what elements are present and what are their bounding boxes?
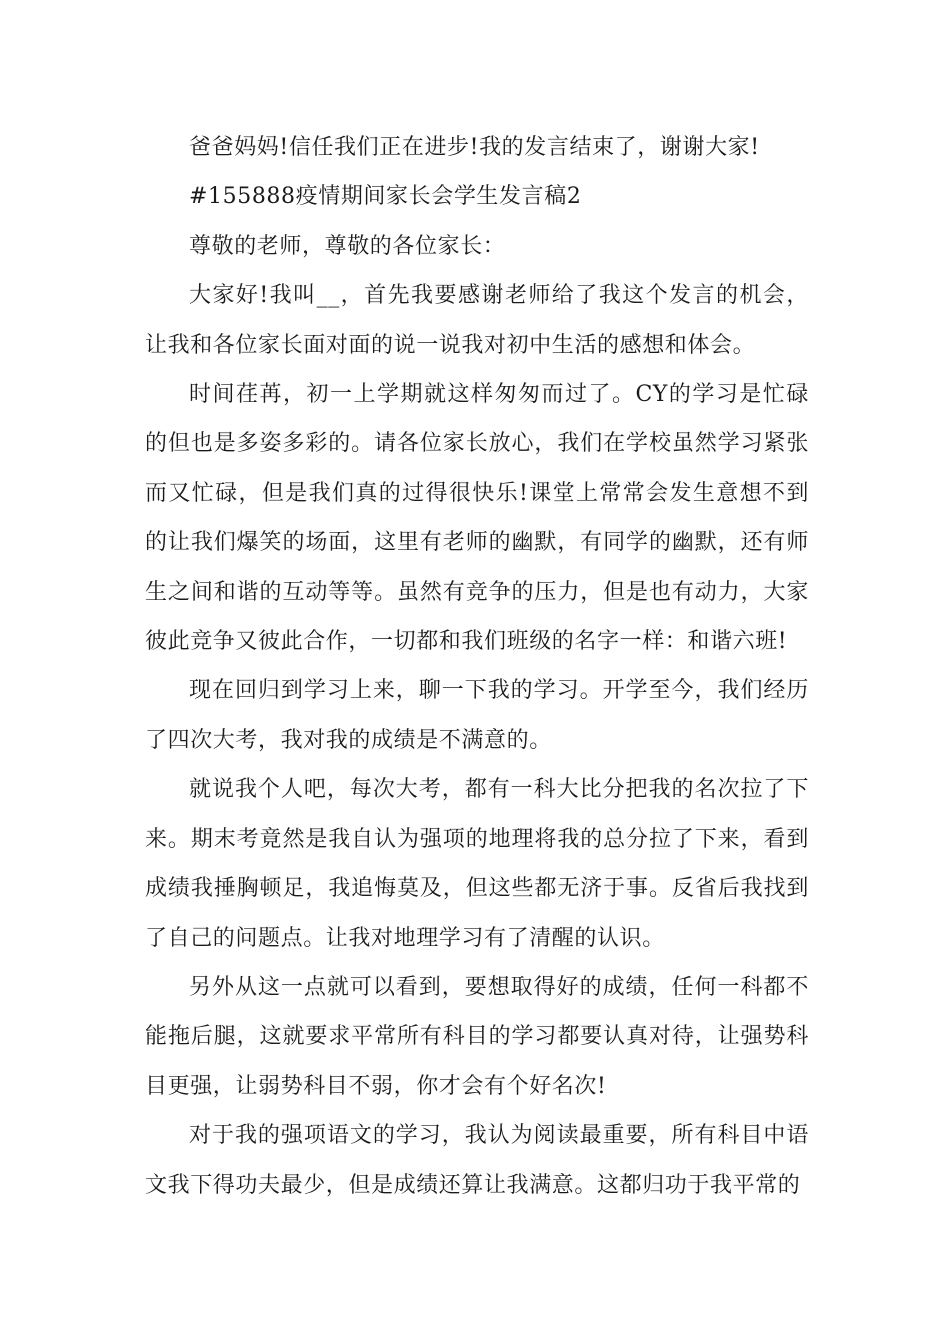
salutation: 尊敬的老师，尊敬的各位家长： bbox=[189, 233, 506, 259]
closing-paragraph: 爸爸妈妈!信任我们正在进步!我的发言结束了，谢谢大家! bbox=[189, 135, 760, 160]
paragraph-study: 现在回归到学习上来，聊一下我的学习。开学至今，我们经历了四次大考，我对我的成绩是不满意的。 bbox=[145, 678, 809, 753]
paragraph-balance: 另外从这一点就可以看到，要想取得好的成绩，任何一科都不能拖后腿，这就要求平常所有科目的学习都要认真对待，让强势科目更强，让弱势科目不弱，你才会有个好名次! bbox=[145, 974, 809, 1099]
paragraph-greeting: 大家好!我叫__，首先我要感谢老师给了我这个发言的机会，让我和各位家长面对面的说一说我对初中生活的感想和体会。 bbox=[145, 283, 809, 358]
paragraph-chinese: 对于我的强项语文的学习，我认为阅读最重要，所有科目中语文我下得功夫最少，但是成绩还算让我满意。这都归功于我平常的 bbox=[145, 1123, 809, 1198]
paragraph-exams: 就说我个人吧，每次大考，都有一科大比分把我的名次拉了下来。期末考竟然是我自认为强项的地理将我的总分拉了下来，看到成绩我捶胸顿足，我追悔莫及，但这些都无济于事。反省后我找到了自己的问题点。让我对地理学习有了清醒的认识。 bbox=[145, 777, 809, 951]
section-title: #155888疫情期间家长会学生发言稿2 bbox=[189, 184, 582, 210]
paragraph-school-life: 时间荏苒，初一上学期就这样匆匆而过了。CY的学习是忙碌的但也是多姿多彩的。请各位家长放心，我们在学校虽然学习紧张而又忙碌，但是我们真的过得很快乐!课堂上常常会发生意想不到的让我们爆笑的场面，这里有老师的幽默，有同学的幽默，还有师生之间和谐的互动等等。虽然有竞争的压力，但是也有动力，大家彼此竞争又彼此合作，一切都和我们班级的名字一样：和谐六班! bbox=[145, 382, 809, 655]
document-body bbox=[145, 123, 809, 1210]
